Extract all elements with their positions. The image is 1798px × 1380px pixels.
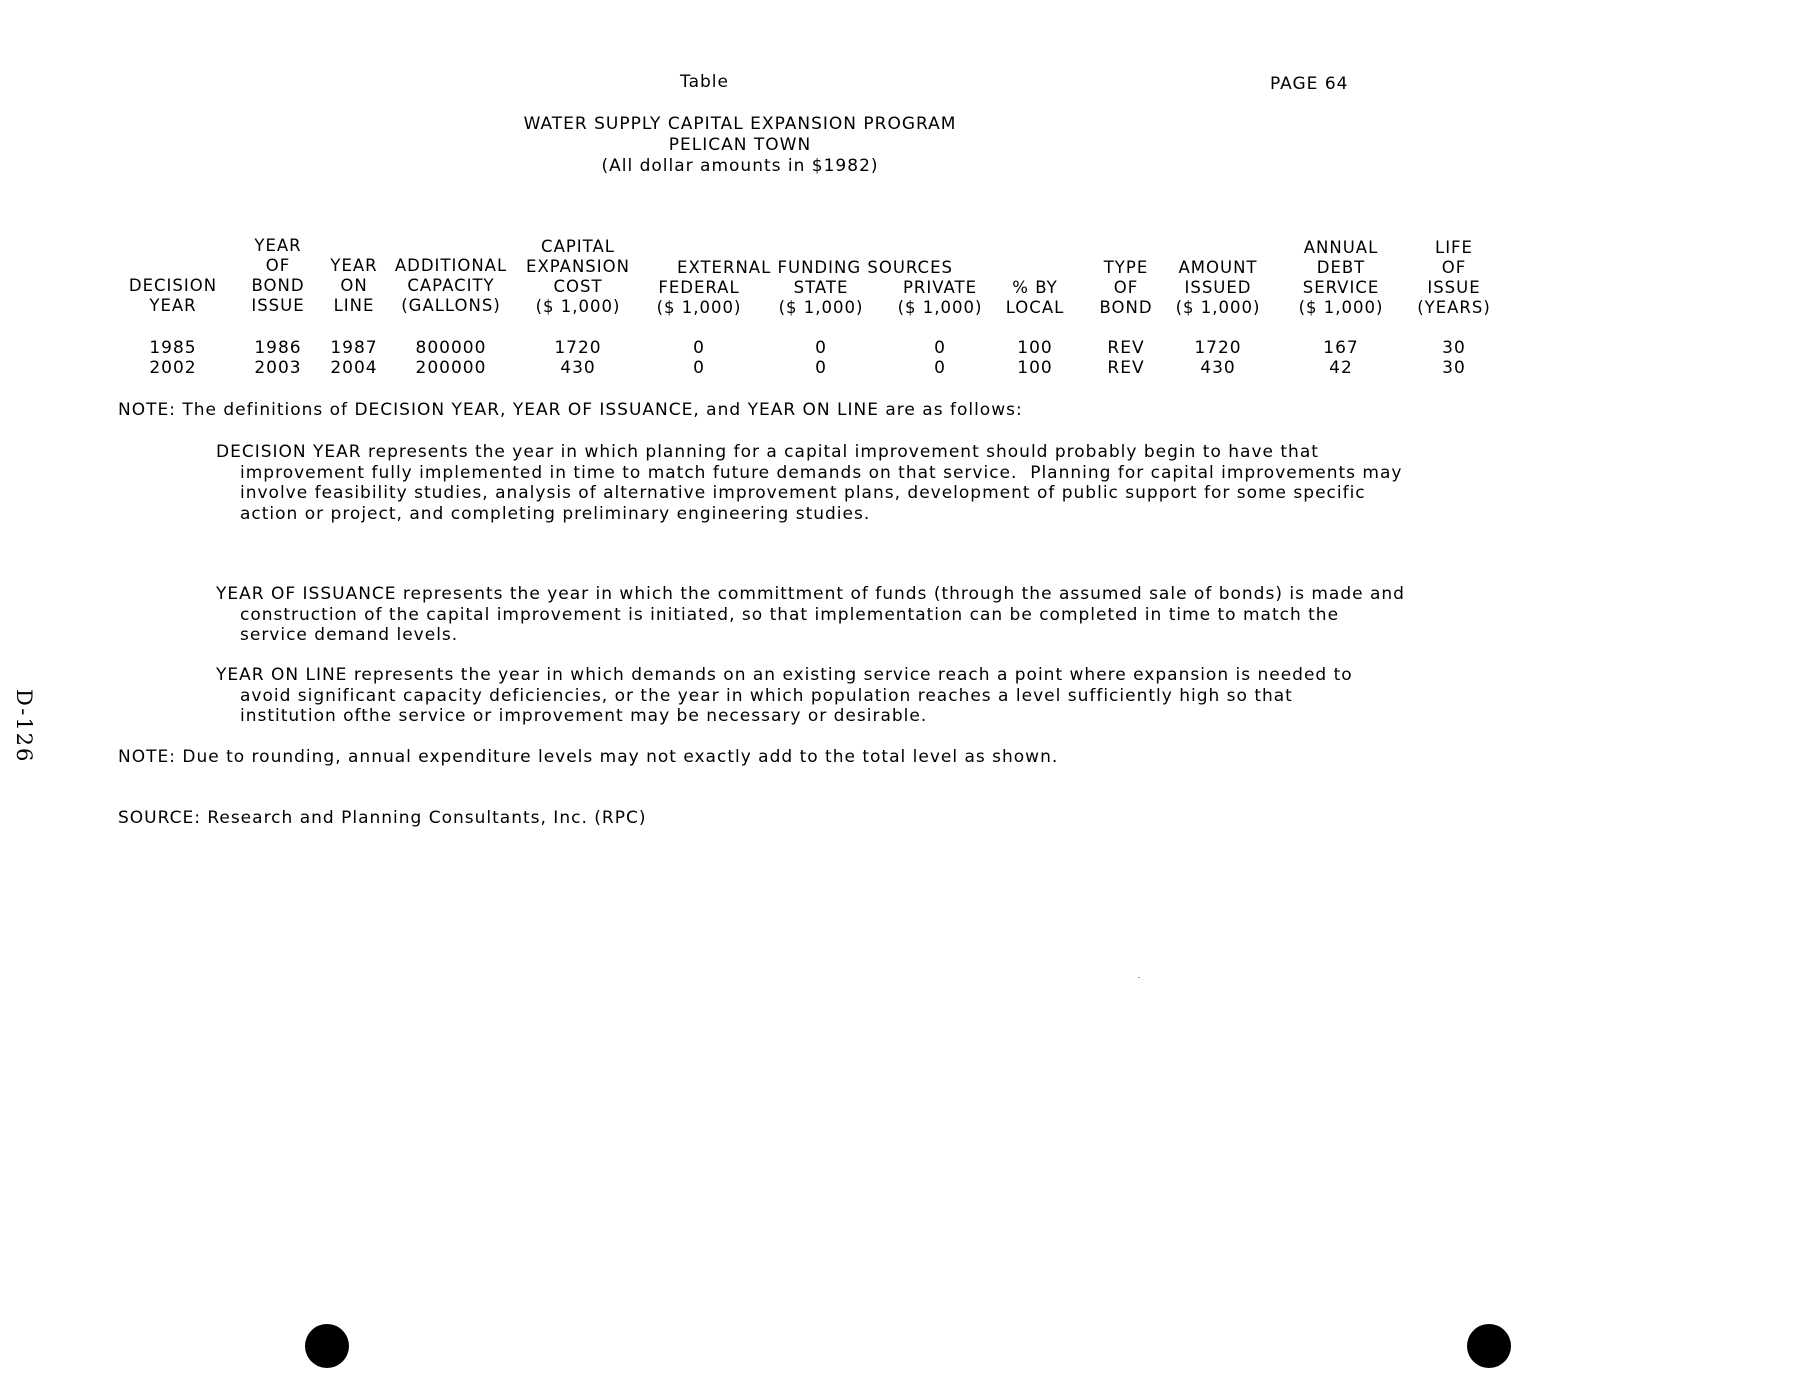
decision-year-definition — [216, 442, 1402, 524]
table-cell: 0 — [815, 358, 827, 378]
definitions-note: NOTE: The definitions of DECISION YEAR, YEAR OF ISSUANCE, and YEAR ON LINE are as follows: — [118, 400, 1023, 420]
table-cell: 430 — [1200, 358, 1236, 378]
column-header: YEAR OF BOND ISSUE — [251, 236, 305, 315]
funding-sources-header: EXTERNAL FUNDING SOURCES — [677, 258, 953, 277]
column-header: CAPITAL EXPANSION COST ($ 1,000) — [526, 237, 630, 316]
column-header: FEDERAL ($ 1,000) — [656, 278, 742, 317]
table-cell: 1986 — [254, 338, 302, 358]
punch-hole-right — [1467, 1324, 1511, 1368]
year-of-issuance-definition — [216, 584, 1405, 646]
punch-hole-left — [305, 1324, 349, 1368]
table-cell: 1985 — [149, 338, 197, 358]
column-header: % BY LOCAL — [1005, 278, 1065, 317]
page-number: PAGE 64 — [1270, 74, 1349, 94]
table-cell: 1987 — [330, 338, 378, 358]
table-cell: 1720 — [1194, 338, 1242, 358]
column-header: YEAR ON LINE — [330, 256, 378, 315]
definition-continuation: improvement fully implemented in time to match future demands on that service. Planning for capital improvements may involve feasibility studies, analysis of alternative improvement plans, development of public support for some specific action or project, and completing preliminary engineering studies. — [240, 462, 1403, 524]
column-header: ANNUAL DEBT SERVICE ($ 1,000) — [1298, 238, 1384, 317]
table-cell: 2004 — [330, 358, 378, 378]
table-cell: 800000 — [415, 338, 487, 358]
table-cell: 430 — [560, 358, 596, 378]
table-label: Table — [680, 72, 729, 92]
column-header: TYPE OF BOND — [1099, 258, 1153, 317]
definition-first-line: YEAR ON LINE represents the year in which demands on an existing service reach a point where expansion is needed to — [216, 665, 1353, 685]
scan-speck — [1138, 977, 1140, 978]
table-cell: 100 — [1017, 358, 1053, 378]
column-header: PRIVATE ($ 1,000) — [897, 278, 983, 317]
year-on-line-definition — [216, 665, 1353, 727]
definition-continuation: avoid significant capacity deficiencies, or the year in which population reaches a level sufficiently high so that institution ofthe service or improvement may be necessary or desirable. — [240, 685, 1293, 726]
table-cell: 42 — [1329, 358, 1353, 378]
margin-page-mark: D-126 — [12, 689, 36, 764]
table-cell: 1720 — [554, 338, 602, 358]
source-note: SOURCE: Research and Planning Consultants, Inc. (RPC) — [118, 808, 647, 828]
rounding-note: NOTE: Due to rounding, annual expenditure levels may not exactly add to the total level as shown. — [118, 747, 1059, 767]
table-cell: 0 — [693, 358, 705, 378]
table-cell: 0 — [934, 358, 946, 378]
report-title: WATER SUPPLY CAPITAL EXPANSION PROGRAM — [523, 114, 957, 134]
table-cell: 30 — [1442, 358, 1466, 378]
table-cell: 167 — [1323, 338, 1359, 358]
table-cell: 0 — [815, 338, 827, 358]
definition-continuation: construction of the capital improvement is initiated, so that implementation can be completed in time to match the service demand levels. — [240, 604, 1340, 645]
column-header: AMOUNT ISSUED ($ 1,000) — [1175, 258, 1261, 317]
column-header: ADDITIONAL CAPACITY (GALLONS) — [394, 256, 508, 315]
report-subtitle: PELICAN TOWN — [668, 135, 812, 155]
table-cell: 2003 — [254, 358, 302, 378]
definition-first-line: YEAR OF ISSUANCE represents the year in which the committment of funds (through the assumed sale of bonds) is made and — [216, 584, 1405, 604]
table-cell: 100 — [1017, 338, 1053, 358]
table-cell: REV — [1107, 358, 1145, 378]
table-cell: 2002 — [149, 358, 197, 378]
table-cell: 0 — [934, 338, 946, 358]
table-cell: REV — [1107, 338, 1145, 358]
column-header: LIFE OF ISSUE (YEARS) — [1417, 238, 1491, 317]
column-header: STATE ($ 1,000) — [778, 278, 864, 317]
report-currency-note: (All dollar amounts in $1982) — [601, 156, 879, 176]
column-header: DECISION YEAR — [128, 276, 218, 315]
table-cell: 0 — [693, 338, 705, 358]
table-cell: 30 — [1442, 338, 1466, 358]
definition-first-line: DECISION YEAR represents the year in which planning for a capital improvement should probably begin to have that — [216, 442, 1319, 462]
table-cell: 200000 — [415, 358, 487, 378]
